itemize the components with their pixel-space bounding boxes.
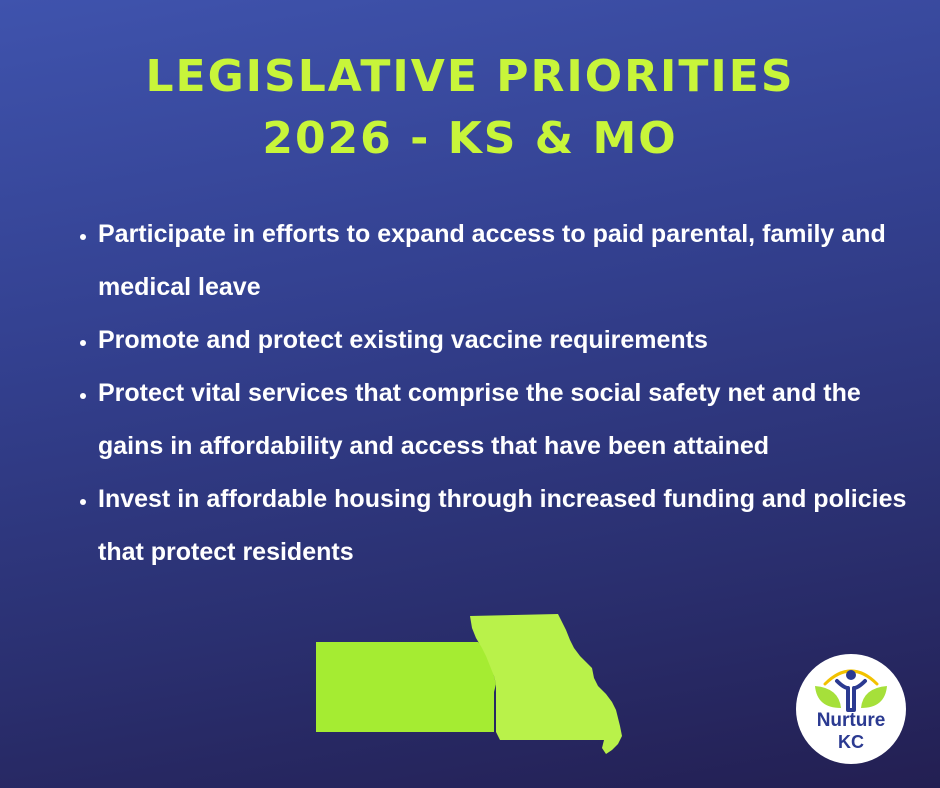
kansas-missouri-map-icon (300, 608, 640, 773)
priority-item: • Participate in efforts to expand access to paid parental, family and medical leave (98, 208, 928, 314)
priority-item: • Promote and protect existing vaccine requirements (98, 314, 928, 367)
left-leaf-icon (815, 686, 841, 708)
right-leaf-icon (861, 686, 887, 708)
nurture-kc-logo-icon (811, 662, 891, 714)
logo-text-nurture: Nurture (816, 710, 886, 731)
kansas-shape-icon (316, 642, 496, 732)
logo-text-kc: KC (838, 732, 864, 752)
priorities-list (72, 208, 928, 579)
nurture-kc-logo (796, 654, 906, 764)
page-title (0, 46, 940, 170)
priority-item: • Invest in affordable housing through increased funding and policies that protect residents (98, 473, 928, 579)
title-line-2: 2026 - KS & MO (262, 113, 678, 164)
figure-head-icon (846, 670, 856, 680)
title-line-1: LEGISLATIVE PRIORITIES (145, 51, 795, 102)
figure-body-icon (837, 681, 865, 710)
priority-item: • Protect vital services that comprise the social safety net and the gains in affordability and access that have been attained (98, 367, 928, 473)
